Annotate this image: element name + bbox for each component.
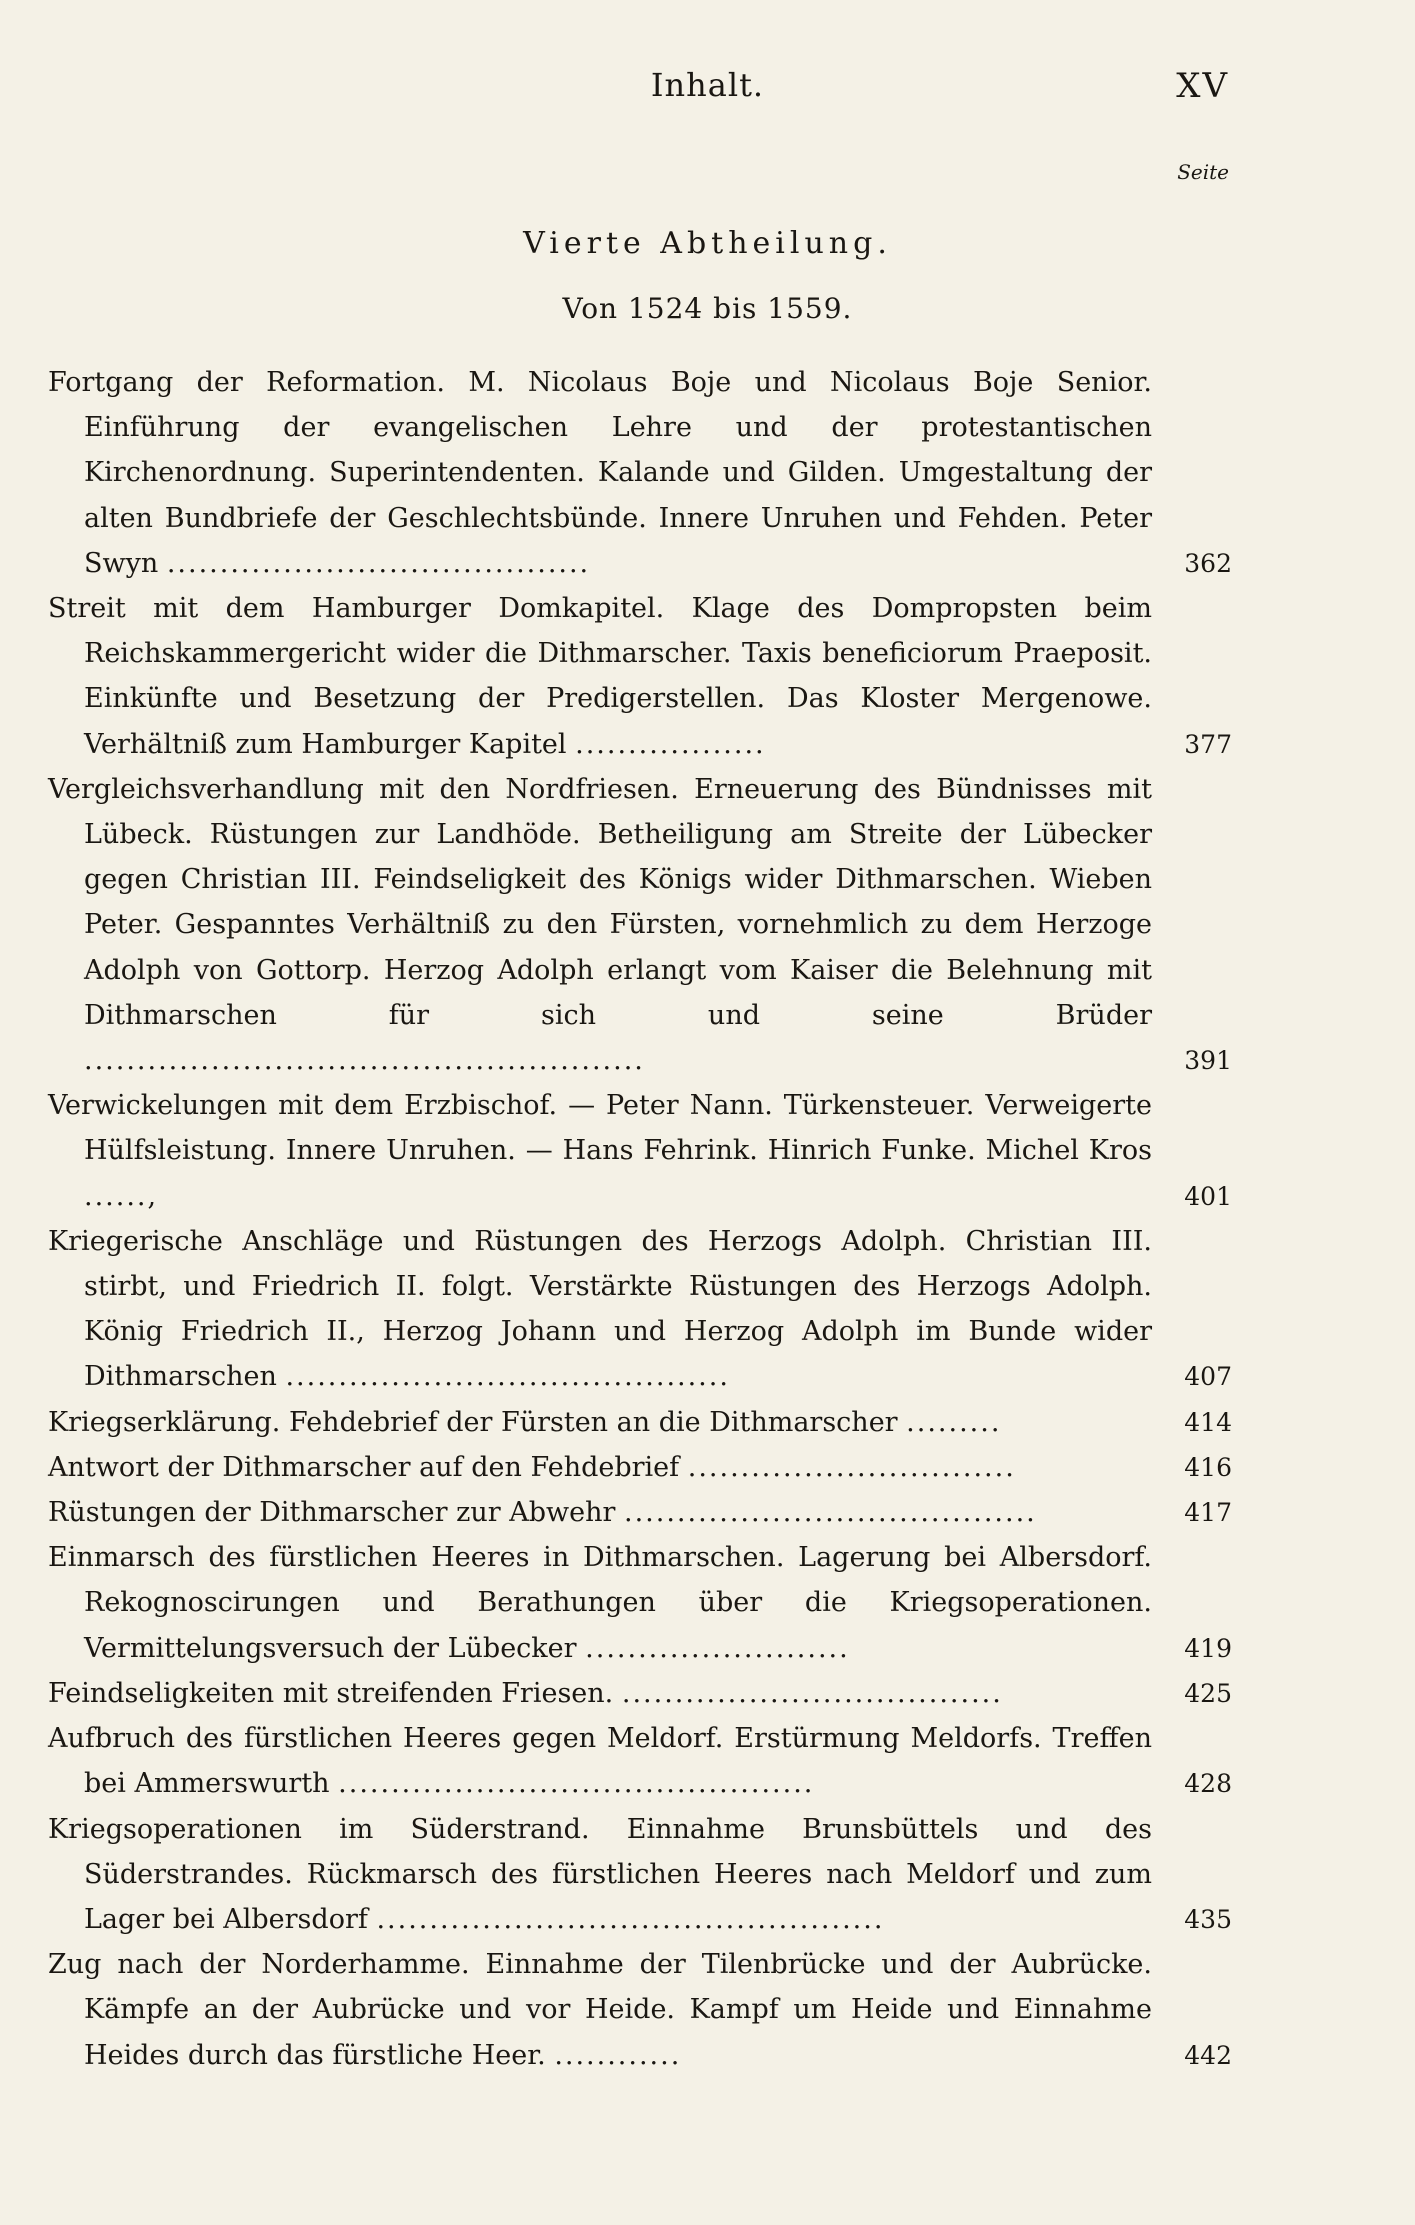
toc-entry-leader: ....................................... — [624, 1497, 1037, 1529]
toc-entry — [48, 767, 1232, 1083]
toc-entry-text: Feindseligkeiten mit streifenden Friesen. — [48, 1677, 614, 1709]
toc-entry-text: Kriegsoperationen im Süderstrand. Einnahme Brunsbüttels und des Süderstrandes. Rückmarsch des fürstlichen Heeres nach Meldorf und zum Lager bei Albersdorf — [48, 1813, 1152, 1935]
toc-entry-text: Kriegserklärung. Fehdebrief der Fürsten an die Dithmarscher — [48, 1406, 898, 1438]
running-head — [0, 66, 1415, 116]
table-of-contents — [48, 360, 1232, 2078]
running-head-page-number: XV — [1176, 66, 1229, 106]
toc-entry-leader: .................. — [575, 728, 766, 760]
toc-entry-leader: ............................................. — [338, 1768, 815, 1800]
toc-entry-page: 442 — [1184, 2040, 1232, 2070]
toc-entry — [48, 1535, 1232, 1671]
toc-entry — [48, 586, 1232, 767]
toc-entry-page: 416 — [1184, 1452, 1232, 1482]
section-date-range: Von 1524 bis 1559. — [562, 292, 853, 325]
toc-entry-leader: ..................................................... — [84, 1045, 645, 1077]
toc-entry — [48, 1942, 1232, 2078]
toc-entry-text: Streit mit dem Hamburger Domkapitel. Klage des Dompropsten beim Reichskammergericht wider die Dithmarscher. Taxis beneficiorum Praeposit. Einkünfte und Besetzung der Predigerstellen. Das Kloster Mergenowe. Verhältniß zum Hamburger Kapitel — [48, 593, 1152, 760]
toc-entry — [48, 1445, 1232, 1490]
toc-entry-leader: ......................... — [585, 1632, 850, 1664]
toc-entry — [48, 1490, 1232, 1535]
toc-entry-page: 428 — [1184, 1769, 1232, 1799]
toc-entry-page: 425 — [1184, 1678, 1232, 1708]
toc-entry-leader: ......, — [84, 1180, 159, 1212]
toc-entry-text: Rüstungen der Dithmarscher zur Abwehr — [48, 1497, 616, 1529]
toc-entry-text: Zug nach der Norderhamme. Einnahme der Tilenbrücke und der Aubrücke. Kämpfe an der Aubrücke und vor Heide. Kampf um Heide und Einnahme Heides durch das fürstliche Heer. — [48, 1949, 1152, 2071]
toc-entry-text: Verwickelungen mit dem Erzbischof. — Peter Nann. Türkensteuer. Verweigerte Hülfsleistung. Innere Unruhen. — Hans Fehrink. Hinrich Funke. Michel Kros — [48, 1090, 1152, 1167]
toc-entry-page: 401 — [1184, 1181, 1232, 1211]
toc-entry — [48, 1716, 1232, 1806]
toc-entry-page: 419 — [1184, 1633, 1232, 1663]
toc-entry-page: 362 — [1184, 548, 1232, 578]
toc-entry — [48, 1671, 1232, 1716]
toc-entry-text: Aufbruch des fürstlichen Heeres gegen Meldorf. Erstürmung Meldorfs. Treffen bei Ammerswurth — [48, 1723, 1152, 1800]
toc-entry-leader: ......... — [906, 1406, 1002, 1438]
toc-entry — [48, 360, 1232, 586]
toc-entry-leader: ............................... — [687, 1451, 1016, 1483]
toc-entry-leader: ................................................ — [376, 1903, 885, 1935]
toc-entry-page: 414 — [1184, 1407, 1232, 1437]
toc-entry — [48, 1219, 1232, 1400]
toc-entry-page: 417 — [1184, 1498, 1232, 1528]
running-head-title: Inhalt. — [650, 66, 765, 104]
toc-entry-leader: .................................... — [621, 1677, 1003, 1709]
toc-entry-page: 377 — [1184, 729, 1232, 759]
toc-entry — [48, 1083, 1232, 1219]
toc-entry-leader: ............ — [554, 2039, 682, 2071]
toc-entry-leader: .......................................... — [285, 1361, 730, 1393]
toc-entry-text: Kriegerische Anschläge und Rüstungen des Herzogs Adolph. Christian III. stirbt, und Friedrich II. folgt. Verstärkte Rüstungen des Herzogs Adolph. König Friedrich II., Herzog Johann und Herzog Adolph im Bunde wider Dithmarschen — [48, 1225, 1152, 1393]
toc-entry-page: 407 — [1184, 1362, 1232, 1392]
toc-entry-text: Vergleichsverhandlung mit den Nordfriesen. Erneuerung des Bündnisses mit Lübeck. Rüstungen zur Landhöde. Betheiligung am Streite der Lübecker gegen Christian III. Feindseligkeit des Königs wider Dithmarschen. Wieben Peter. Gespanntes Verhältniß zu den Fürsten, vornehmlich zu dem Herzoge Adolph von Gottorp. Herzog Adolph erlangt vom Kaiser die Belehnung mit Dithmarschen für sich und seine Brüder — [48, 773, 1152, 1031]
toc-entry-text: Fortgang der Reformation. M. Nicolaus Boje und Nicolaus Boje Senior. Einführung der evangelischen Lehre und der protestantischen Kirchenordnung. Superintendenten. Kalande und Gilden. Umgestaltung der alten Bundbriefe der Geschlechtsbünde. Innere Unruhen und Fehden. Peter Swyn — [48, 367, 1152, 579]
toc-entry-page: 435 — [1184, 1904, 1232, 1934]
toc-entry-text: Einmarsch des fürstlichen Heeres in Dithmarschen. Lagerung bei Albersdorf. Rekognoscirungen und Berathungen über die Kriegsoperationen. Vermittelungsversuch der Lübecker — [48, 1542, 1152, 1664]
toc-entry — [48, 1807, 1232, 1943]
toc-entry-page: 391 — [1184, 1046, 1232, 1076]
section-heading: Vierte Abtheilung. — [523, 226, 892, 261]
toc-entry-leader: ........................................ — [166, 547, 591, 579]
toc-entry-text: Antwort der Dithmarscher auf den Fehdebrief — [48, 1451, 680, 1483]
toc-entry — [48, 1400, 1232, 1445]
page-column-label: Seite — [1177, 160, 1229, 184]
